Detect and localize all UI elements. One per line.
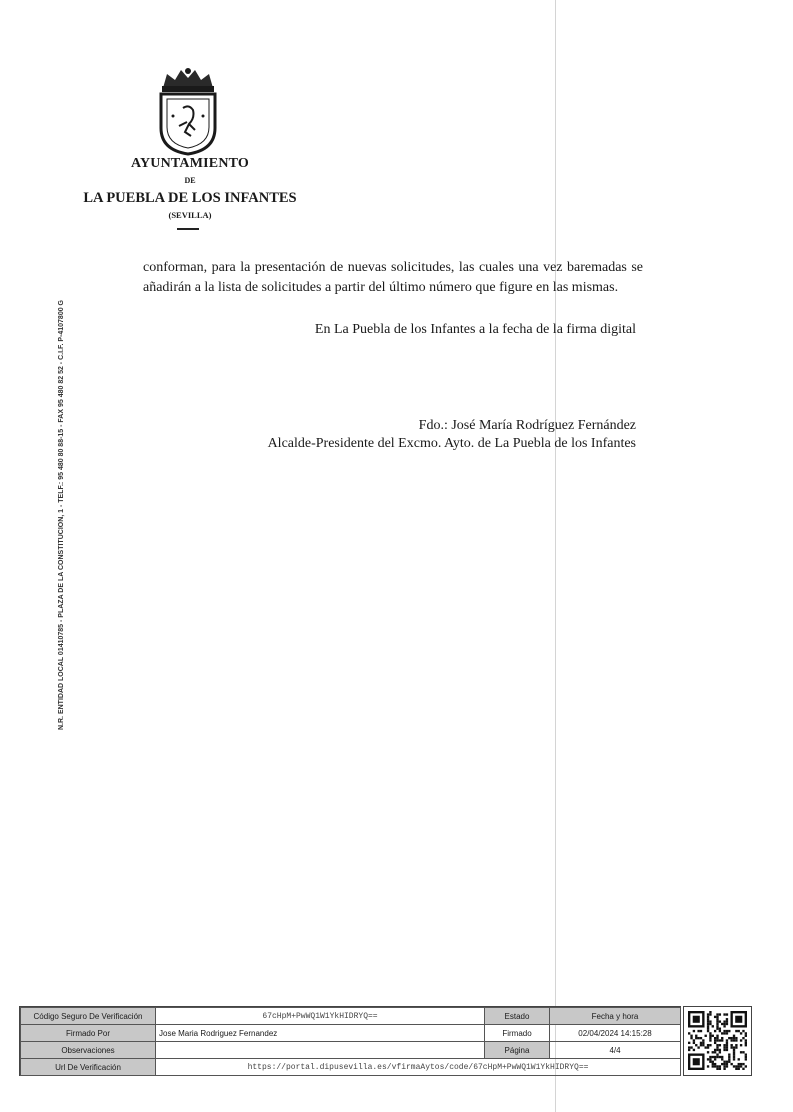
sidebar-contact-text: N.R. ENTIDAD LOCAL 01410785 - PLAZA DE LA CONSTITUCION, 1 - TELF.: 95 480 80 88-15 - FAX 95 480 82 52 - C.I.F. P-4107800 G	[58, 300, 65, 730]
verification-table	[20, 1007, 681, 1076]
qr-code-icon	[688, 1011, 747, 1070]
pagina-value: 4/4	[550, 1042, 681, 1059]
csv-value: 67cHpM+PwWQ1W1YkHIDRYQ==	[156, 1008, 485, 1025]
pagina-header: Página	[485, 1042, 550, 1059]
verification-row	[21, 1008, 681, 1025]
verification-row	[21, 1059, 681, 1076]
fecha-value: 02/04/2024 14:15:28	[550, 1025, 681, 1042]
qr-code-box	[683, 1006, 752, 1076]
url-label: Url De Verificación	[21, 1059, 156, 1076]
observaciones-value	[156, 1042, 485, 1059]
header-divider	[177, 228, 199, 230]
org-name-line2: DE	[184, 176, 196, 185]
observaciones-label: Observaciones	[21, 1042, 156, 1059]
verification-row	[21, 1042, 681, 1059]
org-name-line4: (SEVILLA)	[168, 210, 212, 220]
verification-url[interactable]: https://portal.dipusevilla.es/vfirmaAytos/code/67cHpM+PwWQ1W1YkHIDRYQ==	[156, 1059, 681, 1076]
fecha-header: Fecha y hora	[550, 1008, 681, 1025]
verification-box	[19, 1006, 681, 1076]
signature-title: Alcalde-Presidente del Excmo. Ayto. de La Puebla de los Infantes	[267, 436, 636, 451]
scan-line	[555, 0, 556, 1112]
org-name-line1: AYUNTAMIENTO	[130, 156, 250, 171]
body-paragraph: conforman, para la presentación de nuevas solicitudes, las cuales una vez baremadas se añadirán a la lista de solicitudes a partir del último número que figure en las mismas.	[143, 260, 643, 295]
estado-value: Firmado	[485, 1025, 550, 1042]
org-name-line3: LA PUEBLA DE LOS INFANTES	[83, 190, 297, 206]
firmado-por-value: Jose Maria Rodriguez Fernandez	[156, 1025, 485, 1042]
estado-header: Estado	[485, 1008, 550, 1025]
csv-label: Código Seguro De Verificación	[21, 1008, 156, 1025]
verification-row	[21, 1025, 681, 1042]
municipal-crest-logo	[153, 66, 223, 156]
date-line: En La Puebla de los Infantes a la fecha de la firma digital	[314, 322, 636, 337]
firmado-por-label: Firmado Por	[21, 1025, 156, 1042]
signature-name: Fdo.: José María Rodríguez Fernández	[418, 418, 636, 433]
